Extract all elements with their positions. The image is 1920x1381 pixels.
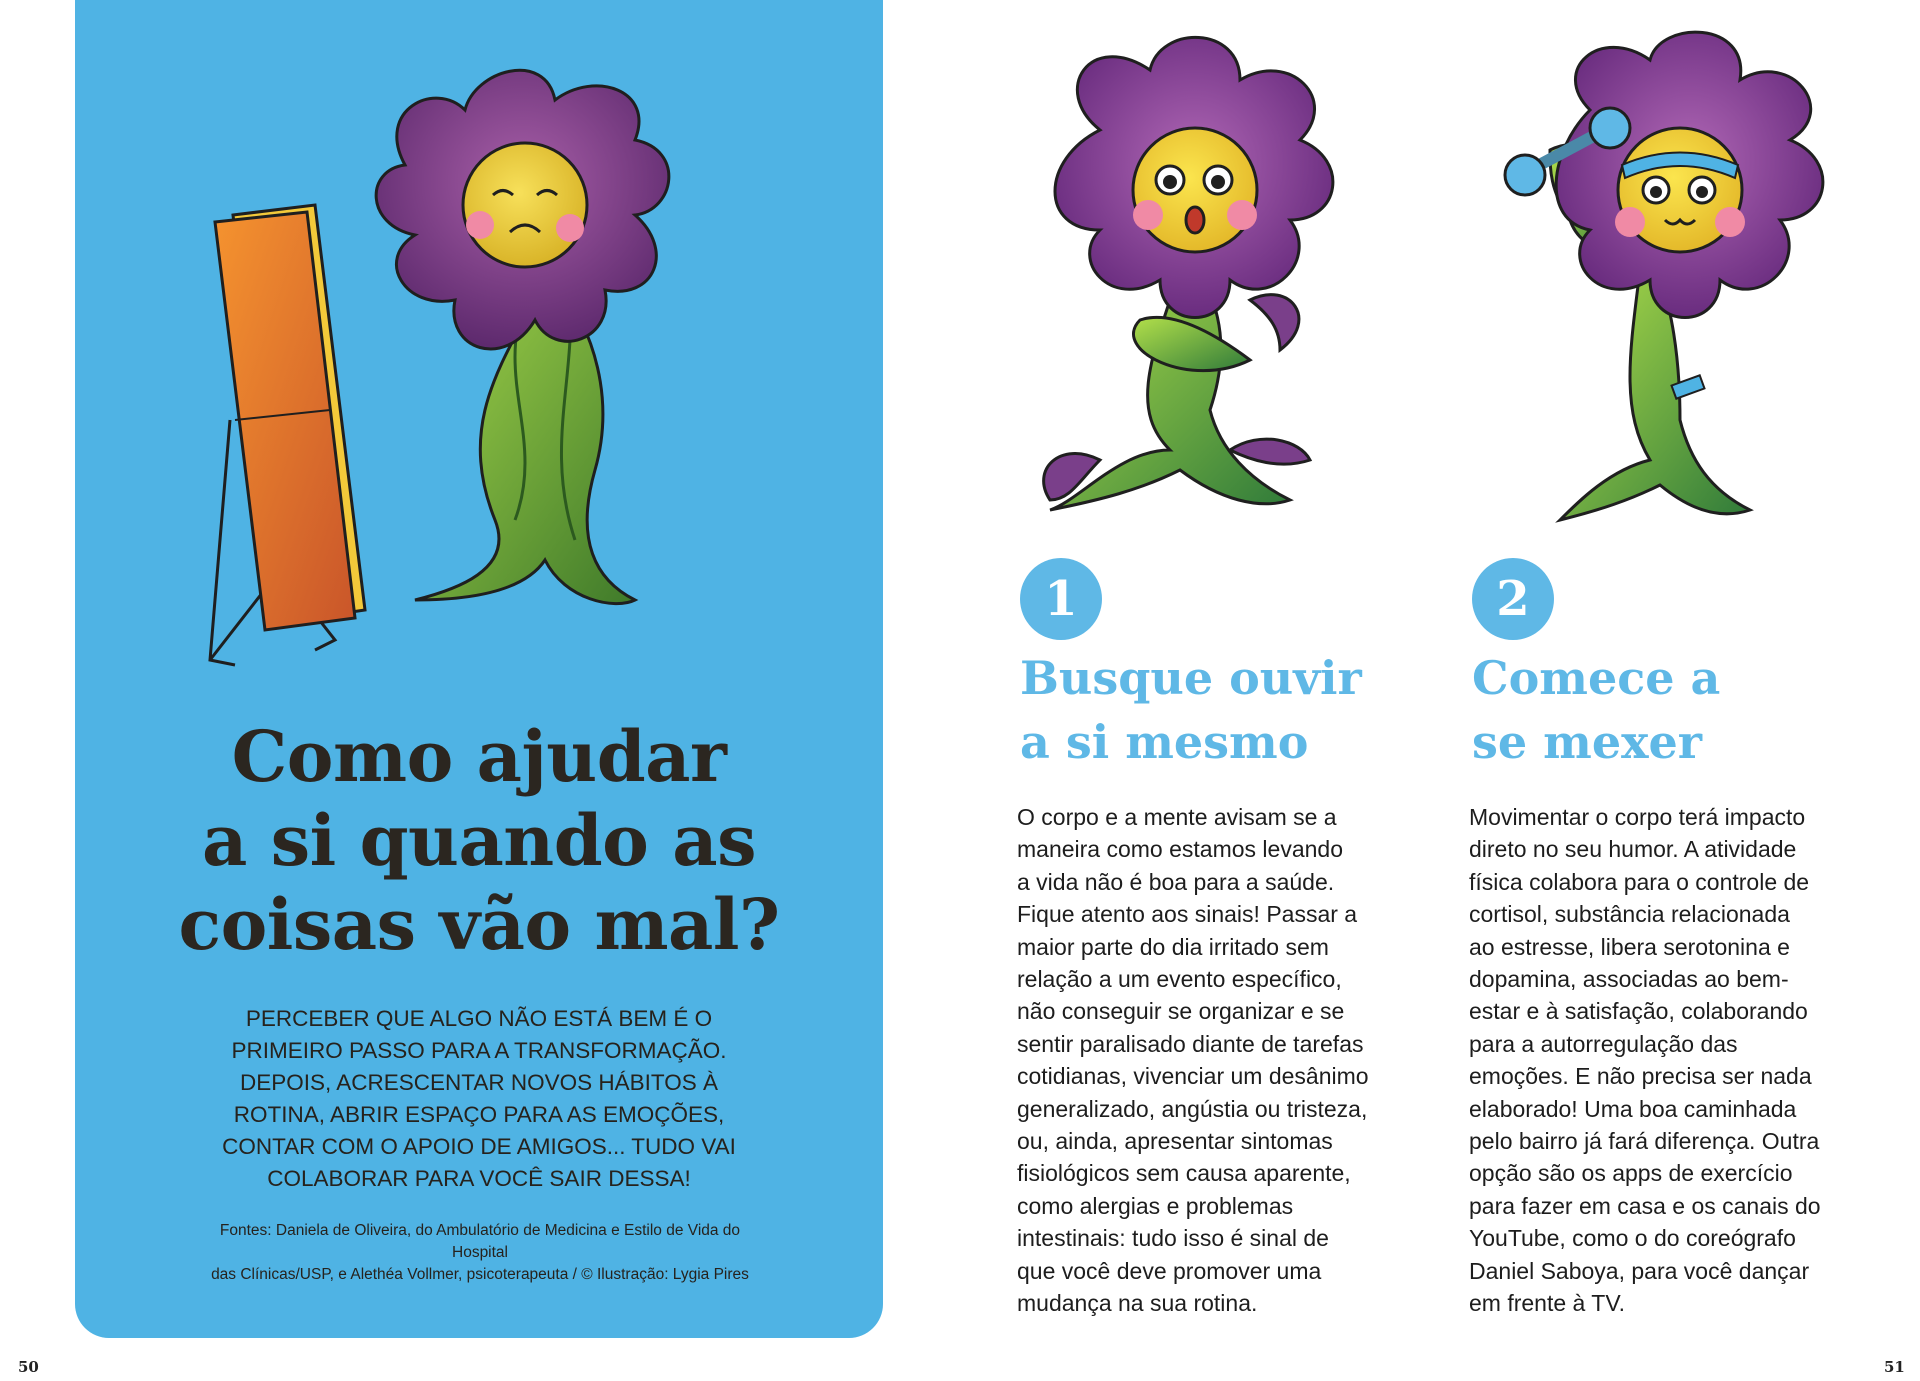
worried-flower xyxy=(1044,37,1333,510)
title-line: coisas vão mal? xyxy=(178,883,780,966)
body-line: cortisol, substância relacionada xyxy=(1469,901,1790,928)
body-line: fisiológicos sem causa aparente, xyxy=(1017,1160,1351,1187)
subtitle-line: PRIMEIRO PASSO PARA A TRANSFORMAÇÃO. xyxy=(231,1038,727,1063)
body-line: YouTube, como o do coreógrafo xyxy=(1469,1225,1796,1252)
body-line: dopamina, associadas ao bem- xyxy=(1469,966,1789,993)
page-number-right: 51 xyxy=(1884,1358,1905,1376)
section-title-line: Comece a xyxy=(1472,651,1721,705)
body-line: O corpo e a mente avisam se a xyxy=(1017,804,1337,830)
body-line: não conseguir se organizar e se xyxy=(1017,998,1345,1025)
left-blue-panel xyxy=(75,0,883,1338)
main-title xyxy=(75,715,883,967)
sad-face xyxy=(463,143,587,267)
body-line: ou, ainda, apresentar sintomas xyxy=(1017,1128,1333,1155)
exercising-flower xyxy=(1505,32,1823,520)
body-line: a vida não é boa para a saúde. xyxy=(1017,868,1335,895)
sad-flower-mirror-illustration xyxy=(75,0,883,700)
page-number-left: 50 xyxy=(18,1358,39,1376)
body-line: generalizado, angústia ou tristeza, xyxy=(1017,1095,1368,1122)
body-line: sentir paralisado diante de tarefas xyxy=(1017,1030,1364,1057)
subtitle xyxy=(185,1003,773,1195)
section-number-badge: 2 xyxy=(1472,558,1554,640)
body-line: direto no seu humor. A atividade xyxy=(1469,836,1797,863)
body-line: mudança na sua rotina. xyxy=(1017,1290,1258,1317)
body-line: ao estresse, libera serotonina e xyxy=(1469,933,1790,960)
body-line: física colabora para o controle de xyxy=(1469,868,1810,895)
flowers-illustration xyxy=(990,30,1870,670)
sources-credit xyxy=(195,1220,765,1286)
body-line: Daniel Saboya, para você dançar xyxy=(1469,1257,1810,1284)
section-body xyxy=(1017,801,1369,1320)
body-line: intestinais: tudo isso é sinal de xyxy=(1017,1225,1329,1252)
section-title-line: Busque ouvir xyxy=(1020,651,1362,705)
body-line: pelo bairro já fará diferença. Outra xyxy=(1469,1128,1820,1155)
body-line: opção são os apps de exercício xyxy=(1469,1160,1793,1187)
mirror xyxy=(210,205,365,665)
body-line: maior parte do dia irritado sem xyxy=(1017,933,1329,960)
section-title-line: a si mesmo xyxy=(1020,715,1309,769)
body-line: maneira como estamos levando xyxy=(1017,836,1343,863)
body-line: Fique atento aos sinais! Passar a xyxy=(1017,901,1358,928)
section-title xyxy=(1472,646,1720,774)
title-line: Como ajudar xyxy=(231,715,727,798)
body-line: elaborado! Uma boa caminhada xyxy=(1469,1095,1797,1122)
sources-line: Fontes: Daniela de Oliveira, do Ambulatório de Medicina e Estilo de Vida do Hospital xyxy=(219,1222,741,1261)
body-line: em frente à TV. xyxy=(1469,1290,1625,1317)
section-number-badge: 1 xyxy=(1020,558,1102,640)
subtitle-line: PERCEBER QUE ALGO NÃO ESTÁ BEM É O xyxy=(245,1006,713,1031)
body-line: que você deve promover uma xyxy=(1017,1257,1322,1284)
body-line: estar e à satisfação, colaborando xyxy=(1469,998,1808,1025)
title-line: a si quando as xyxy=(202,799,756,882)
section-body xyxy=(1469,801,1821,1320)
subtitle-line: COLABORAR PARA VOCÊ SAIR DESSA! xyxy=(267,1166,691,1191)
sources-line: das Clínicas/USP, e Alethéa Vollmer, psicoterapeuta / © Ilustração: Lygia Pires xyxy=(211,1266,749,1283)
subtitle-line: CONTAR COM O APOIO DE AMIGOS... TUDO VAI xyxy=(222,1134,736,1159)
body-line: como alergias e problemas xyxy=(1017,1192,1294,1219)
subtitle-line: DEPOIS, ACRESCENTAR NOVOS HÁBITOS À xyxy=(239,1070,719,1095)
body-line: Movimentar o corpo terá impacto xyxy=(1469,804,1806,830)
section-title-line: se mexer xyxy=(1472,715,1703,769)
body-line: relação a um evento específico, xyxy=(1017,966,1342,993)
body-line: emoções. E não precisa ser nada xyxy=(1469,1063,1812,1090)
body-line: para fazer em casa e os canais do xyxy=(1469,1192,1821,1219)
body-line: para a autorregulação das xyxy=(1469,1030,1738,1057)
section-title xyxy=(1020,646,1362,774)
body-line: cotidianas, vivenciar um desânimo xyxy=(1017,1063,1369,1090)
subtitle-line: ROTINA, ABRIR ESPAÇO PARA AS EMOÇÕES, xyxy=(233,1102,725,1127)
